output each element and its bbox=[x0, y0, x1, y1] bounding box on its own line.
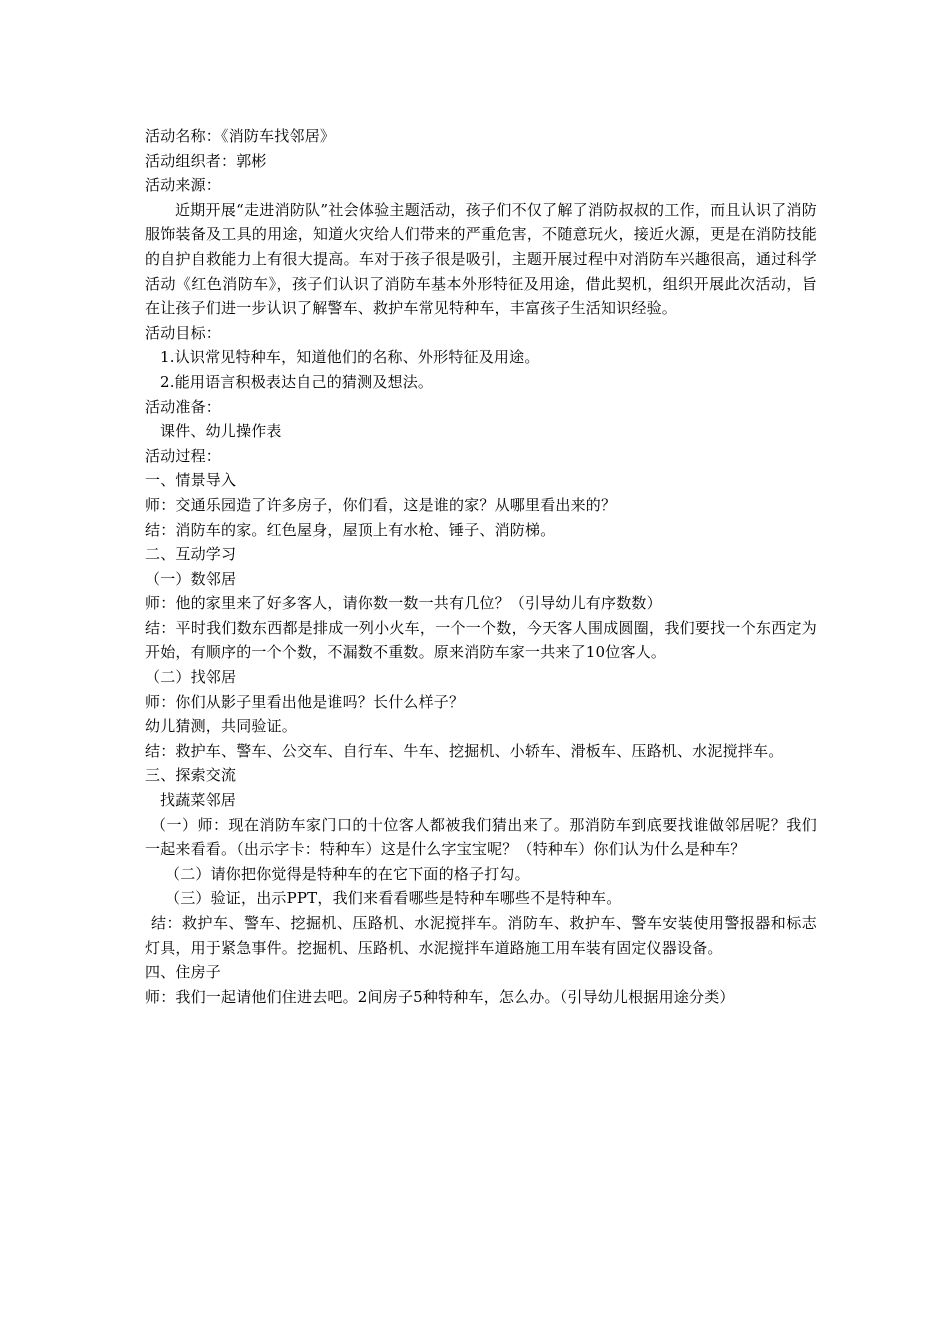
section-1-summary: 结：消防车的家。红色屋身，屋顶上有水枪、锤子、消防梯。 bbox=[145, 520, 556, 539]
goals-heading: 活动目标： bbox=[145, 323, 222, 342]
section-4-teacher-line: 师：我们一起请他们住进去吧。2间房子5种特种车，怎么办。（引导幼儿根据用途分类） bbox=[145, 987, 735, 1006]
source-paragraph: 近期开展“走进消防队”社会体验主题活动，孩子们不仅了解了消防叔叔的工作，而且认识了消防服饰装备及工具的用途，知道火灾给人们带来的严重危害，不随意玩火，接近火源，更是在消防技能的自护自救能力上有很大提高。车对于孩子很是吸引，主题开展过程中对消防车兴趣很高，通过科学活动《红色消防车》，孩子们认识了消防车基本外形特征及用途，借此契机，组织开展此次活动，旨在让孩子们进一步认识了解警车、救护车常见特种车，丰富孩子生活知识经验。 bbox=[145, 200, 817, 318]
section-3-heading: 三、探索交流 bbox=[145, 766, 237, 785]
section-3-part-1: （一）师：现在消防车家门口的十位客人都被我们猜出来了。那消防车到底要找谁做邻居呢？我们一起来看看。（出示字卡：特种车）这是什么字宝宝呢？（特种车）你们认为什么是种车？ bbox=[145, 815, 817, 859]
section-3-part-2: （二）请你把你觉得是特种车的在它下面的格子打勾。 bbox=[165, 864, 530, 883]
section-1-heading: 一、情景导入 bbox=[145, 471, 237, 490]
section-2-sub-1-summary: 结：平时我们数东西都是排成一列小火车，一个一个数，今天客人围成圆圈，我们要找一个东西定为开始，有顺序的一个个数，不漏数不重数。原来消防车家一共来了10位客人。 bbox=[145, 618, 817, 662]
section-3-title: 找蔬菜邻居 bbox=[160, 791, 237, 810]
section-3-summary: 结：救护车、警车、挖掘机、压路机、水泥搅拌车。消防车、救护车、警车安装使用警报器和标志灯具，用于紧急事件。挖掘机、压路机、水泥搅拌车道路施工用车装有固定仪器设备。 bbox=[145, 914, 817, 957]
section-2-sub-2-teacher-line: 师：你们从影子里看出他是谁吗？长什么样子？ bbox=[145, 692, 465, 711]
section-2-sub-2-children-line: 幼儿猜测，共同验证。 bbox=[145, 717, 298, 736]
activity-name: 活动名称：《消防车找邻居》 bbox=[145, 127, 336, 145]
section-1-teacher-line: 师：交通乐园造了许多房子，你们看，这是谁的家？从哪里看出来的？ bbox=[145, 495, 617, 514]
section-2-sub-2-summary: 结：救护车、警车、公交车、自行车、牛车、挖掘机、小轿车、滑板车、压路机、水泥搅拌车。 bbox=[145, 741, 784, 760]
preparation-text: 课件、幼儿操作表 bbox=[160, 422, 282, 441]
section-2-heading: 二、互动学习 bbox=[145, 545, 237, 564]
section-3-part-3: （三）验证，出示PPT，我们来看看哪些是特种车哪些不是特种车。 bbox=[165, 889, 622, 908]
document-body bbox=[145, 124, 817, 1009]
goal-item-1: 1.认识常见特种车，知道他们的名称、外形特征及用途。 bbox=[160, 348, 540, 367]
preparation-heading: 活动准备： bbox=[145, 397, 222, 416]
section-4-heading: 四、住房子 bbox=[145, 963, 222, 982]
source-heading: 活动来源： bbox=[145, 176, 222, 195]
activity-organizer: 活动组织者：郭彬 bbox=[145, 151, 267, 170]
section-2-sub-1-heading: （一）数邻居 bbox=[145, 569, 237, 588]
section-2-sub-2-heading: （二）找邻居 bbox=[145, 668, 237, 687]
goal-item-2: 2.能用语言积极表达自己的猜测及想法。 bbox=[160, 372, 434, 391]
process-heading: 活动过程： bbox=[145, 446, 222, 465]
section-2-sub-1-teacher-line: 师：他的家里来了好多客人，请你数一数一共有几位？（引导幼儿有序数数） bbox=[145, 594, 662, 613]
